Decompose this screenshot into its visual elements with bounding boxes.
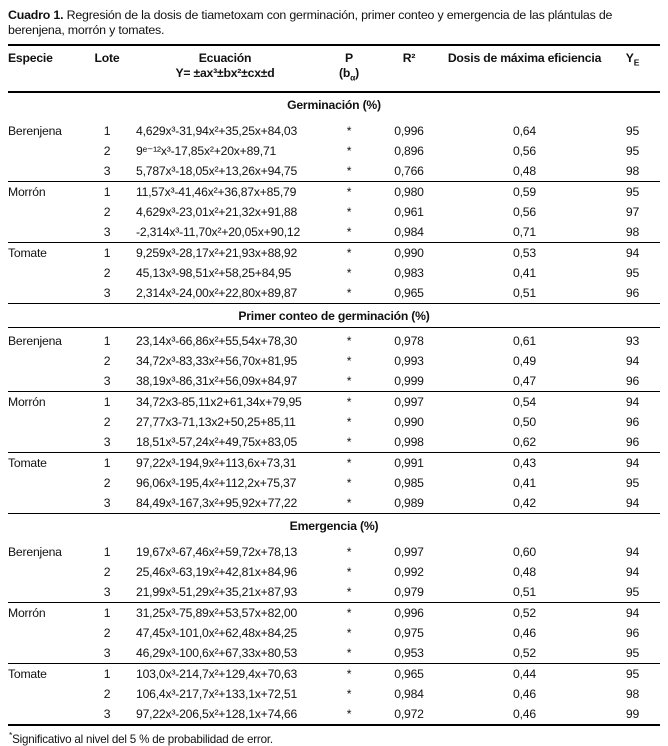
- lote-cell: 1: [103, 334, 111, 349]
- significance-cell: *: [324, 432, 374, 453]
- ecuacion-cell: 31,25x³-75,89x²+53,57x+82,00: [136, 606, 298, 621]
- table-row: [8, 473, 660, 493]
- significance-cell: *: [324, 704, 374, 725]
- dosis-cell: 0,61: [513, 334, 536, 349]
- significance-cell: *: [346, 606, 352, 621]
- significance-cell: *: [346, 185, 352, 200]
- dosis-cell: 0,60: [513, 545, 536, 560]
- lote-cell: 3: [88, 432, 126, 453]
- ye-cell: 95: [605, 643, 660, 664]
- section-title: Primer conteo de germinación (%): [8, 304, 660, 328]
- lote-cell: 1: [103, 606, 111, 621]
- lote-cell: 2: [103, 626, 111, 641]
- lote-cell: 3: [88, 161, 126, 182]
- dosis-cell: 0,49: [513, 354, 536, 369]
- especie-cell: Berenjena: [8, 334, 62, 349]
- r2-cell: 0,990: [394, 246, 424, 261]
- dosis-cell: 0,53: [513, 246, 536, 261]
- table-header: [8, 45, 660, 92]
- ecuacion-cell: 96,06x³-195,4x²+112,2x+75,37: [136, 476, 297, 491]
- especie-cell: [8, 351, 88, 371]
- significance-cell: *: [346, 144, 352, 159]
- ye-cell: 94: [625, 565, 640, 580]
- ecuacion-cell: 9ᵉ⁻¹²x³-17,85x²+20x+89,71: [136, 144, 277, 159]
- ye-cell: 96: [625, 415, 640, 430]
- ecuacion-cell: 21,99x³-51,29x²+35,21x+87,93: [126, 582, 324, 603]
- especie-cell: [8, 141, 88, 161]
- lote-cell: 3: [88, 371, 126, 392]
- significance-cell: *: [346, 626, 352, 641]
- table-row: [8, 643, 660, 664]
- column-header-r2: R²: [374, 45, 444, 92]
- ye-cell: 94: [625, 545, 640, 560]
- especie-cell: [8, 493, 88, 514]
- table-row: [8, 623, 660, 643]
- ye-cell: 96: [605, 283, 660, 304]
- lote-cell: 1: [103, 246, 111, 261]
- ye-cell: 95: [625, 667, 640, 682]
- especie-cell: [8, 202, 88, 222]
- especie-cell: [8, 704, 88, 725]
- p-header-main: P: [345, 51, 353, 65]
- r2-cell: 0,999: [374, 371, 444, 392]
- section-title: Emergencia (%): [289, 519, 379, 534]
- ecuacion-cell: 25,46x³-63,19x²+42,81x+84,96: [136, 565, 298, 580]
- significance-cell: *: [324, 283, 374, 304]
- significance-cell: *: [324, 222, 374, 243]
- table-caption-text: Regresión de la dosis de tiametoxam con germinación, primer conteo y emergencia de las plántulas de berenjena, morrón y tomates.: [8, 8, 613, 37]
- footnote-star: *: [9, 730, 13, 741]
- table-row: [8, 412, 660, 432]
- table-row: [8, 562, 660, 582]
- r2-cell: 0,997: [394, 395, 424, 410]
- p-header-sub-close: ): [355, 66, 359, 80]
- r2-cell: 0,985: [394, 476, 424, 491]
- column-header-ecuacion: [126, 45, 324, 92]
- ecuacion-cell: 84,49x³-167,3x²+95,92x+77,22: [126, 493, 324, 514]
- lote-cell: 2: [103, 687, 111, 702]
- especie-cell: [8, 283, 88, 304]
- ye-cell: 95: [625, 124, 640, 139]
- ye-cell: 97: [625, 205, 640, 220]
- ecuacion-cell: 18,51x³-57,24x²+49,75x+83,05: [126, 432, 324, 453]
- ecuacion-cell: 34,72x³-83,33x²+56,70x+81,95: [136, 354, 298, 369]
- dosis-cell: 0,64: [513, 124, 536, 139]
- dosis-cell: 0,71: [444, 222, 605, 243]
- ecuacion-cell: 46,29x³-100,6x²+67,33x+80,53: [126, 643, 324, 664]
- table-row: [8, 542, 660, 562]
- dosis-cell: 0,51: [444, 582, 605, 603]
- especie-cell: Tomate: [8, 456, 47, 471]
- dosis-cell: 0,46: [513, 687, 536, 702]
- table-caption: [8, 8, 660, 37]
- especie-cell: Tomate: [8, 246, 47, 261]
- lote-cell: 1: [103, 456, 111, 471]
- table-row: [8, 182, 660, 203]
- ye-cell: 98: [605, 161, 660, 182]
- especie-cell: [8, 623, 88, 643]
- section-header-row: [8, 514, 660, 543]
- r2-cell: 0,978: [394, 334, 424, 349]
- ye-cell: 94: [625, 456, 640, 471]
- r2-cell: 0,975: [394, 626, 424, 641]
- lote-cell: 3: [88, 704, 126, 725]
- significance-cell: *: [324, 161, 374, 182]
- especie-cell: [8, 161, 88, 182]
- lote-cell: 3: [88, 582, 126, 603]
- regression-table: [8, 44, 660, 726]
- ecuacion-cell: 4,629x³-31,94x²+35,25x+84,03: [136, 124, 298, 139]
- lote-cell: 1: [103, 185, 111, 200]
- significance-cell: *: [324, 582, 374, 603]
- dosis-cell: 0,41: [513, 476, 536, 491]
- r2-cell: 0,984: [374, 222, 444, 243]
- dosis-cell: 0,47: [444, 371, 605, 392]
- dosis-cell: 0,59: [513, 185, 536, 200]
- dosis-cell: 0,54: [513, 395, 536, 410]
- ecuacion-cell: 34,72x3-85,11x2+61,34x+79,95: [136, 395, 302, 410]
- r2-cell: 0,996: [394, 606, 424, 621]
- lote-cell: 2: [103, 266, 111, 281]
- r2-cell: 0,989: [374, 493, 444, 514]
- table-row: [8, 582, 660, 603]
- r2-cell: 0,980: [394, 185, 424, 200]
- section-title: Germinación (%): [287, 98, 381, 113]
- ecuacion-cell: 23,14x³-66,86x²+55,54x+78,30: [136, 334, 298, 349]
- especie-cell: Tomate: [8, 667, 47, 682]
- significance-cell: *: [324, 371, 374, 392]
- ecuacion-cell: 9,259x³-28,17x²+21,93x+88,92: [136, 246, 298, 261]
- significance-cell: *: [324, 493, 374, 514]
- table-row: [8, 603, 660, 624]
- r2-cell: 0,998: [374, 432, 444, 453]
- ye-cell: 94: [625, 606, 640, 621]
- p-header-sub-open: (b: [339, 66, 351, 80]
- dosis-cell: 0,56: [513, 144, 536, 159]
- r2-cell: 0,896: [394, 144, 424, 159]
- ye-cell: 95: [605, 582, 660, 603]
- table-row: [8, 121, 660, 141]
- significance-cell: *: [346, 395, 352, 410]
- dosis-cell: 0,52: [444, 643, 605, 664]
- r2-cell: 0,965: [374, 283, 444, 304]
- table-row: [8, 202, 660, 222]
- significance-cell: *: [346, 124, 352, 139]
- r2-cell: 0,997: [394, 545, 424, 560]
- especie-cell: [8, 263, 88, 283]
- lote-cell: 2: [103, 144, 111, 159]
- ecuacion-cell: 97,22x³-194,9x²+113,6x+73,31: [136, 456, 297, 471]
- dosis-cell: 0,46: [444, 704, 605, 725]
- significance-cell: *: [346, 354, 352, 369]
- ye-cell: 96: [605, 432, 660, 453]
- r2-cell: 0,972: [374, 704, 444, 725]
- lote-cell: 1: [103, 395, 111, 410]
- table-row: [8, 161, 660, 182]
- ye-cell: 99: [605, 704, 660, 725]
- significance-cell: *: [346, 456, 352, 471]
- column-header-especie: Especie: [8, 45, 88, 92]
- dosis-cell: 0,62: [444, 432, 605, 453]
- table-row: [8, 328, 660, 352]
- significance-cell: *: [346, 334, 352, 349]
- ecuacion-cell: 11,57x³-41,46x²+36,87x+85,79: [136, 185, 297, 200]
- r2-cell: 0,965: [394, 667, 424, 682]
- ecuacion-cell: 5,787x³-18,05x²+13,26x+94,75: [126, 161, 324, 182]
- r2-cell: 0,961: [394, 205, 424, 220]
- r2-cell: 0,991: [394, 456, 424, 471]
- ecuacion-cell: 103,0x³-214,7x²+129,4x+70,63: [136, 667, 298, 682]
- r2-cell: 0,953: [374, 643, 444, 664]
- significance-cell: *: [346, 687, 352, 702]
- ecuacion-cell: 38,19x³-86,31x²+56,09x+84,97: [126, 371, 324, 392]
- table-row: [8, 371, 660, 392]
- r2-cell: 0,992: [394, 565, 424, 580]
- especie-cell: [8, 412, 88, 432]
- significance-cell: *: [346, 476, 352, 491]
- dosis-cell: 0,41: [513, 266, 536, 281]
- r2-cell: 0,983: [394, 266, 424, 281]
- ye-cell: 95: [625, 144, 640, 159]
- ecuacion-header-line2: Y= ±ax³±bx²±cx±d: [175, 66, 275, 80]
- ye-cell: 96: [605, 371, 660, 392]
- lote-cell: 2: [103, 476, 111, 491]
- lote-cell: 1: [103, 545, 111, 560]
- table-row: [8, 684, 660, 704]
- lote-cell: 2: [103, 415, 111, 430]
- ye-header-sub: E: [633, 57, 640, 68]
- especie-cell: [8, 222, 88, 243]
- ye-cell: 95: [625, 266, 640, 281]
- table-body: [8, 92, 660, 725]
- dosis-cell: 0,51: [444, 283, 605, 304]
- especie-cell: [8, 473, 88, 493]
- table-row: [8, 432, 660, 453]
- table-row: [8, 704, 660, 725]
- lote-cell: 3: [88, 283, 126, 304]
- ecuacion-cell: 106,4x³-217,7x²+133,1x+72,51: [136, 687, 298, 702]
- especie-cell: [8, 684, 88, 704]
- especie-cell: Morrón: [8, 395, 46, 410]
- table-header-row: [8, 45, 660, 92]
- ye-cell: 96: [625, 626, 640, 641]
- ye-cell: 98: [625, 687, 640, 702]
- dosis-cell: 0,50: [513, 415, 536, 430]
- ecuacion-cell: 47,45x³-101,0x²+62,48x+84,25: [136, 626, 298, 641]
- ye-cell: 94: [625, 246, 640, 261]
- dosis-cell: 0,46: [513, 626, 536, 641]
- ecuacion-header-line1: Ecuación: [198, 51, 252, 65]
- ye-cell: 93: [625, 334, 640, 349]
- r2-cell: 0,990: [394, 415, 424, 430]
- r2-cell: 0,993: [394, 354, 424, 369]
- r2-cell: 0,996: [394, 124, 424, 139]
- r2-cell: 0,766: [374, 161, 444, 182]
- ye-cell: 95: [625, 185, 640, 200]
- significance-cell: *: [346, 266, 352, 281]
- significance-cell: *: [346, 565, 352, 580]
- ye-cell: 94: [625, 395, 640, 410]
- table-row: [8, 351, 660, 371]
- especie-cell: Berenjena: [8, 545, 62, 560]
- lote-cell: 1: [103, 667, 111, 682]
- lote-cell: 3: [88, 643, 126, 664]
- ecuacion-cell: 2,314x³-24,00x²+22,80x+89,87: [126, 283, 324, 304]
- lote-cell: 2: [103, 354, 111, 369]
- ecuacion-cell: 4,629x³-23,01x²+21,32x+91,88: [136, 205, 298, 220]
- ye-cell: 95: [625, 476, 640, 491]
- especie-cell: [8, 582, 88, 603]
- ye-header-main: Y: [625, 51, 634, 65]
- section-header-row: [8, 304, 660, 328]
- ecuacion-cell: 19,67x³-67,46x²+59,72x+78,13: [136, 545, 298, 560]
- significance-cell: *: [324, 643, 374, 664]
- especie-cell: [8, 562, 88, 582]
- table-row: [8, 493, 660, 514]
- especie-cell: Morrón: [8, 606, 46, 621]
- significance-cell: *: [346, 667, 352, 682]
- lote-cell: 1: [103, 124, 111, 139]
- column-header-dosis: Dosis de máxima eficiencia: [444, 45, 605, 92]
- lote-cell: 2: [103, 565, 111, 580]
- dosis-cell: 0,48: [444, 161, 605, 182]
- ye-cell: 94: [605, 493, 660, 514]
- significance-cell: *: [346, 415, 352, 430]
- table-row: [8, 453, 660, 474]
- table-row: [8, 392, 660, 413]
- especie-cell: [8, 432, 88, 453]
- footnote-text: Significativo al nivel del 5 % de probabilidad de error.: [12, 733, 273, 746]
- especie-cell: Berenjena: [8, 124, 62, 139]
- significance-cell: *: [346, 246, 352, 261]
- ye-cell: 98: [605, 222, 660, 243]
- table-row: [8, 664, 660, 685]
- lote-cell: 3: [88, 493, 126, 514]
- significance-cell: *: [346, 205, 352, 220]
- especie-cell: [8, 643, 88, 664]
- r2-cell: 0,979: [374, 582, 444, 603]
- ecuacion-cell: 45,13x³-98,51x²+58,25+84,95: [136, 266, 292, 281]
- dosis-cell: 0,52: [513, 606, 536, 621]
- lote-cell: 3: [88, 222, 126, 243]
- especie-cell: [8, 371, 88, 392]
- ecuacion-cell: 27,77x3-71,13x2+50,25+85,11: [136, 415, 296, 430]
- table-row: [8, 263, 660, 283]
- dosis-cell: 0,42: [444, 493, 605, 514]
- dosis-cell: 0,44: [513, 667, 536, 682]
- ye-cell: 94: [625, 354, 640, 369]
- column-header-p: [324, 45, 374, 92]
- table-row: [8, 243, 660, 264]
- table-caption-label: Cuadro 1.: [8, 8, 64, 22]
- dosis-cell: 0,56: [513, 205, 536, 220]
- dosis-cell: 0,43: [513, 456, 536, 471]
- column-header-lote: Lote: [88, 45, 126, 92]
- p-header-sub-alpha: α: [350, 72, 356, 83]
- dosis-cell: 0,48: [513, 565, 536, 580]
- significance-cell: *: [346, 545, 352, 560]
- ecuacion-cell: -2,314x³-11,70x²+20,05x+90,12: [126, 222, 324, 243]
- r2-cell: 0,984: [394, 687, 424, 702]
- table-row: [8, 222, 660, 243]
- table-row: [8, 283, 660, 304]
- lote-cell: 2: [103, 205, 111, 220]
- section-header-row: [8, 92, 660, 121]
- ecuacion-cell: 97,22x³-206,5x²+128,1x+74,66: [126, 704, 324, 725]
- especie-cell: Morrón: [8, 185, 46, 200]
- column-header-ye: [605, 45, 660, 92]
- table-row: [8, 141, 660, 161]
